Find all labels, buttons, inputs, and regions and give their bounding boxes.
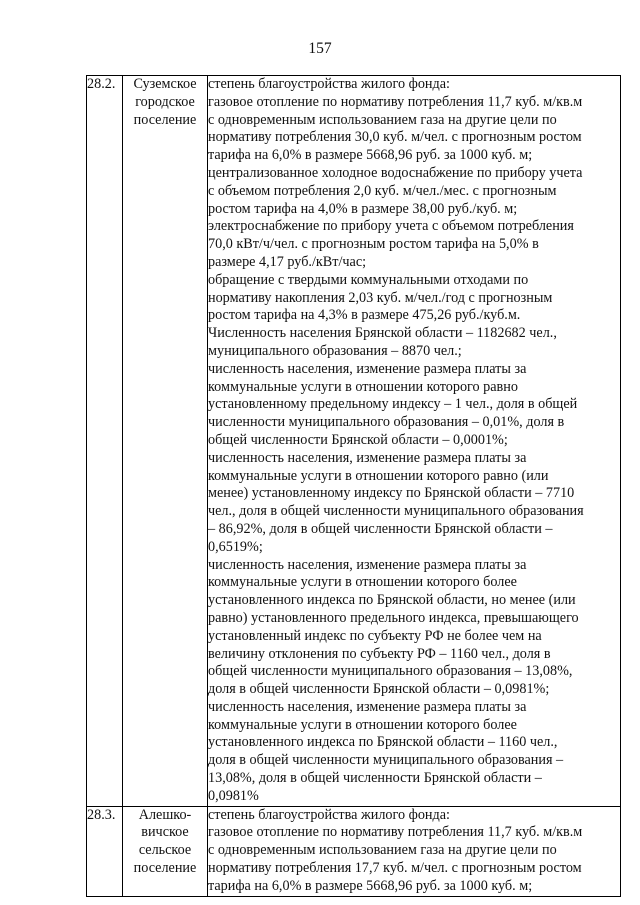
settlement-name-line: сельское — [138, 842, 192, 859]
row-number: 28.3. — [87, 806, 123, 896]
description-line: централизованное холодное водоснабжение по прибору учета — [208, 164, 583, 181]
settlement-name-line: вичское — [141, 824, 189, 841]
description-line: электроснабжение по прибору учета с объемом потребления — [208, 218, 574, 235]
settlement-name-line: Алешко- — [138, 806, 192, 823]
table-row — [87, 76, 621, 807]
table-body — [87, 76, 621, 897]
description-line: численности муниципального образования – 0,01%, доля в — [208, 414, 565, 431]
description-line: газовое отопление по нормативу потребления 11,7 куб. м/кв.м — [208, 824, 583, 841]
description-line: степень благоустройства жилого фонда: — [208, 806, 450, 823]
description-line: коммунальные услуги в отношении которого более — [208, 716, 517, 733]
description-line: численность населения, изменение размера платы за — [208, 360, 527, 377]
description-line: установленный индекс по субъекту РФ не более чем на — [208, 627, 542, 644]
description-line: чел., доля в общей численности муниципального образования — [208, 503, 584, 520]
description-line: численность населения, изменение размера платы за — [208, 698, 527, 715]
description-line: равно) установленного предельного индекса, превышающего — [208, 609, 579, 626]
description-line: величину отклонения по субъекту РФ – 1160 чел., доля в — [208, 645, 551, 662]
description-line: численность населения, изменение размера платы за — [208, 449, 527, 466]
description-line: степень благоустройства жилого фонда: — [208, 76, 450, 92]
description-line: общей численности муниципального образования – 13,08%, — [208, 663, 573, 680]
description-line: 0,6519%; — [208, 538, 263, 555]
settlement-name — [123, 76, 208, 807]
description-line: 13,08%, доля в общей численности Брянской области – — [208, 770, 542, 787]
description-line: газовое отопление по нормативу потребления 11,7 куб. м/кв.м — [208, 93, 583, 110]
description-line: коммунальные услуги в отношении которого более — [208, 574, 517, 591]
description-line: установленному предельному индексу – 1 чел., доля в общей — [208, 396, 578, 413]
tariff-table — [86, 75, 621, 897]
settlement-name-line: поселение — [133, 860, 197, 877]
description-line: 0,0981% — [208, 787, 259, 804]
settlement-name-line: поселение — [133, 111, 197, 128]
description-line: с одновременным использованием газа на другие цели по — [208, 842, 557, 859]
description-line: с одновременным использованием газа на другие цели по — [208, 111, 557, 128]
description-line: установленного индекса по Брянской области, но менее (или — [208, 592, 576, 609]
description-line: 70,0 кВт/ч/чел. с прогнозным ростом тарифа на 5,0% в — [208, 236, 539, 253]
description-line: ростом тарифа на 4,0% в размере 38,00 руб./куб. м; — [208, 200, 518, 217]
description-line: нормативу потребления 17,7 куб. м/чел. с прогнозным ростом — [208, 860, 582, 877]
description-line: нормативу накопления 2,03 куб. м/чел./год с прогнозным — [208, 289, 553, 306]
settlement-name — [123, 806, 208, 896]
settlement-name-line: городское — [135, 93, 195, 110]
description-line: с объемом потребления 2,0 куб. м/чел./мес. с прогнозным — [208, 182, 557, 199]
description-cell — [208, 76, 621, 807]
page-number: 157 — [308, 40, 332, 57]
description-line: размере 4,17 руб./кВт/час; — [208, 253, 367, 270]
description-line: – 86,92%, доля в общей численности Брянской области – — [208, 520, 553, 537]
row-number: 28.2. — [87, 76, 123, 807]
description-line: коммунальные услуги в отношении которого равно — [208, 378, 518, 395]
description-line: доля в общей численности Брянской области – 0,0981%; — [208, 681, 550, 698]
description-line: Численность населения Брянской области – 1182682 чел., — [208, 325, 557, 342]
description-line: нормативу потребления 30,0 куб. м/чел. с прогнозным ростом — [208, 129, 582, 146]
description-line: обращение с твердыми коммунальными отходами по — [208, 271, 529, 288]
description-line: установленного индекса по Брянской области – 1160 чел., — [208, 734, 558, 751]
description-line: доля в общей численности муниципального образования – — [208, 752, 564, 769]
description-cell — [208, 806, 621, 896]
description-line: численность населения, изменение размера платы за — [208, 556, 527, 573]
description-line: ростом тарифа на 4,3% в размере 475,26 руб./куб.м. — [208, 307, 521, 324]
description-line: общей численности Брянской области – 0,0001%; — [208, 431, 508, 448]
description-line: тарифа на 6,0% в размере 5668,96 руб. за 1000 куб. м; — [208, 877, 533, 894]
table-row — [87, 806, 621, 896]
description-line: коммунальные услуги в отношении которого равно (или — [208, 467, 549, 484]
description-line: менее) установленному индексу по Брянской области – 7710 — [208, 485, 575, 502]
description-line: муниципального образования – 8870 чел.; — [208, 342, 462, 359]
settlement-name-line: Суземское — [133, 76, 197, 92]
description-line: тарифа на 6,0% в размере 5668,96 руб. за 1000 куб. м; — [208, 147, 533, 164]
